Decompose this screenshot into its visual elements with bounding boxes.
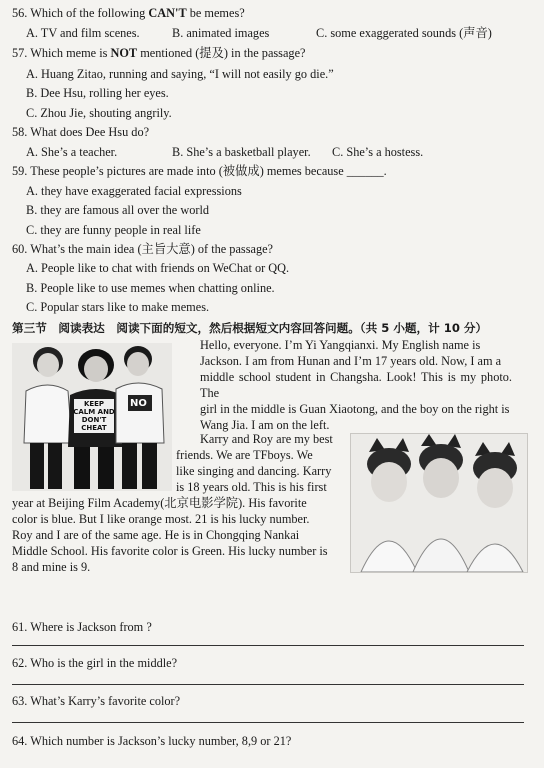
question-56-stem: 56. Which of the following CAN'T be memes? — [12, 6, 245, 20]
answer-line-62[interactable] — [12, 684, 524, 685]
q58-option-a: A. She’s a teacher. — [26, 145, 118, 159]
question-60-stem: 60. What’s the main idea (主旨大意) of the passage? — [12, 242, 274, 256]
q60-option-b: B. People like to use memes when chatting online. — [26, 281, 275, 295]
question-58-stem: 58. What does Dee Hsu do? — [12, 125, 150, 139]
passage-line: girl in the middle is Guan Xiaotong, and the boy on the right is — [200, 402, 510, 416]
question-59-stem: 59. These people’s pictures are made into (被做成) memes because ______. — [12, 164, 387, 178]
photo-three-people — [12, 343, 172, 491]
passage-line: middle school student in Changsha. Look! This is my photo. The — [200, 370, 512, 400]
q58-option-c: C. She’s a hostess. — [332, 145, 424, 159]
passage-paragraph-2 — [176, 431, 341, 495]
photo-three-boys — [350, 433, 528, 573]
passage-line: Jackson. I am from Hunan and I’m 17 years old. Now, I am a — [200, 354, 502, 368]
shirt-text-left: KEEP CALM AND DON'T CHEAT — [73, 400, 115, 432]
passage-paragraph-1 — [200, 337, 512, 433]
q60-option-a: A. People like to chat with friends on WeChat or QQ. — [26, 261, 290, 275]
q56-option-c: C. some exaggerated sounds (声音) — [316, 26, 492, 40]
q57-option-c: C. Zhou Jie, shouting angrily. — [26, 106, 172, 120]
q57-option-b: B. Dee Hsu, rolling her eyes. — [26, 86, 169, 100]
q58-option-b: B. She’s a basketball player. — [172, 145, 311, 159]
question-62: 62. Who is the girl in the middle? — [12, 656, 178, 670]
question-63: 63. What’s Karry’s favorite color? — [12, 694, 181, 708]
shirt-text-right: NO — [130, 398, 147, 409]
passage-line: Karry and Roy are my best — [200, 432, 333, 446]
answer-line-61[interactable] — [12, 645, 524, 646]
q59-option-b: B. they are famous all over the world — [26, 203, 210, 217]
question-57-stem: 57. Which meme is NOT mentioned (提及) in the passage? — [12, 46, 306, 60]
photo-three-boys-illustration — [351, 434, 527, 572]
passage-line: Middle School. His favorite color is Green. His lucky number is — [12, 544, 328, 558]
passage-line: Roy and I are of the same age. He is in Chongqing Nankai — [12, 528, 300, 542]
passage-line: Hello, everyone. I’m Yi Yangqianxi. My English name is — [200, 338, 481, 352]
passage-line: color is blue. But I like orange most. 21 is his lucky number. — [12, 512, 310, 526]
q59-option-c: C. they are funny people in real life — [26, 223, 201, 237]
passage-line: 8 and mine is 9. — [12, 560, 91, 574]
passage-line: Wang Jia. I am on the left. — [200, 418, 330, 432]
q57-option-a: A. Huang Zitao, running and saying, “I will not easily go die.” — [26, 67, 334, 81]
answer-line-63[interactable] — [12, 722, 524, 723]
q56-option-b: B. animated images — [172, 26, 270, 40]
q56-option-a: A. TV and film scenes. — [26, 26, 140, 40]
question-61: 61. Where is Jackson from ? — [12, 620, 152, 634]
passage-paragraph-3 — [12, 495, 342, 575]
passage-line: like singing and dancing. Karry — [176, 464, 332, 478]
passage-line: is 18 years old. This is his first — [176, 480, 327, 494]
passage-line: year at Beijing Film Academy(北京电影学院). His favorite — [12, 496, 307, 510]
question-64: 64. Which number is Jackson’s lucky number, 8,9 or 21? — [12, 734, 292, 748]
q60-option-c: C. Popular stars like to make memes. — [26, 300, 210, 314]
section-heading: 第三节 阅读表达 阅读下面的短文，然后根据短文内容回答问题。（共 5 小题，计 10 分） — [12, 321, 488, 335]
q59-option-a: A. they have exaggerated facial expressions — [26, 184, 242, 198]
passage-line: friends. We are TFboys. We — [176, 448, 313, 462]
